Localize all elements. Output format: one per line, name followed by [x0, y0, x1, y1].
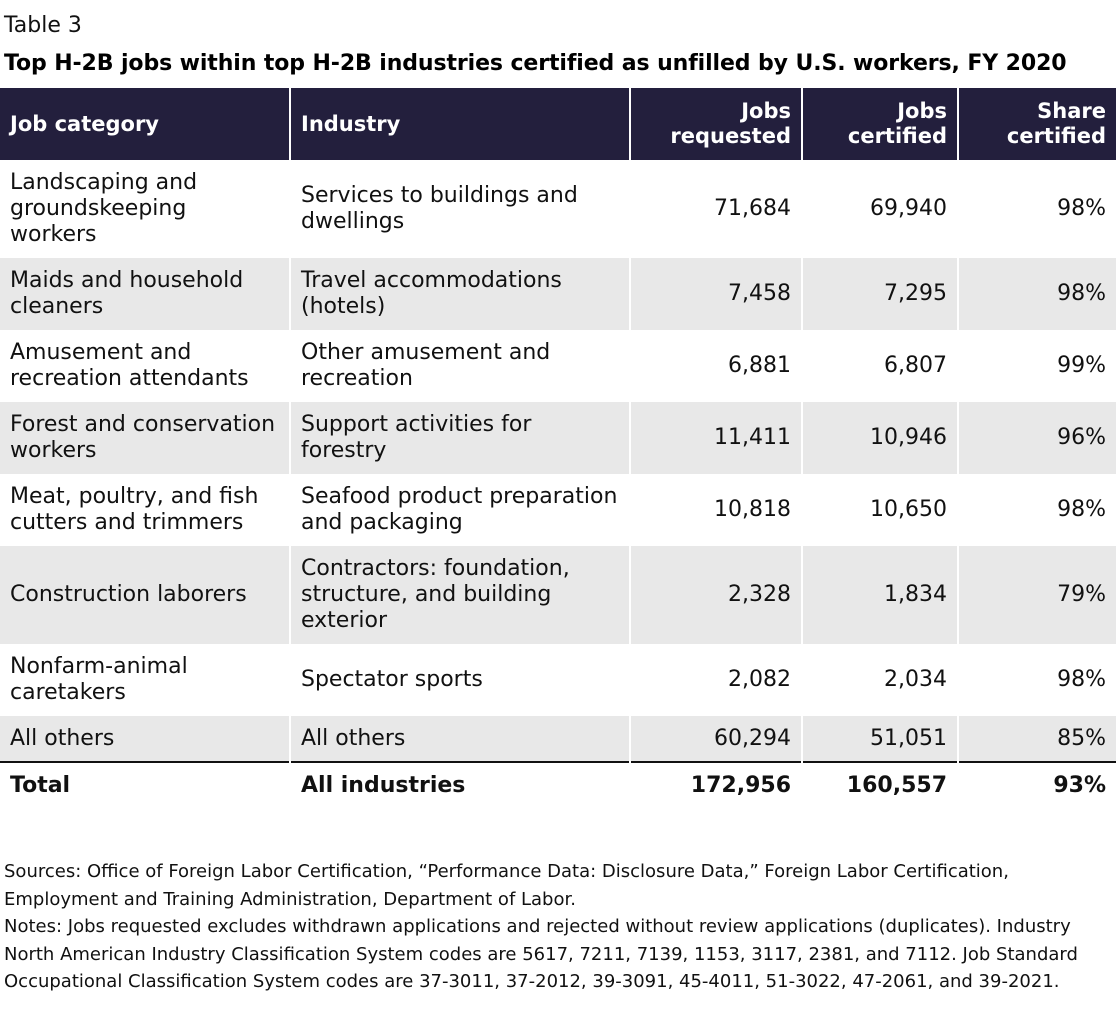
- cell-job-category: All others: [0, 716, 290, 762]
- cell-jobs-certified: 7,295: [802, 258, 958, 330]
- cell-jobs-requested: 11,411: [630, 402, 802, 474]
- cell-share-certified: 98%: [958, 644, 1116, 716]
- cell-industry: Contractors: foundation, structure, and building exterior: [290, 546, 630, 644]
- cell-share-certified: 98%: [958, 258, 1116, 330]
- cell-job-category: Landscaping and groundskeeping workers: [0, 160, 290, 258]
- table-row: [0, 546, 1116, 644]
- cell-jobs-requested: 7,458: [630, 258, 802, 330]
- table-footnotes: [4, 858, 1114, 996]
- cell-jobs-certified: 10,650: [802, 474, 958, 546]
- cell-job-category: Construction laborers: [0, 546, 290, 644]
- cell-share-certified: 99%: [958, 330, 1116, 402]
- cell-jobs-requested: 6,881: [630, 330, 802, 402]
- cell-industry: Seafood product preparation and packaging: [290, 474, 630, 546]
- cell-jobs-certified: 69,940: [802, 160, 958, 258]
- table-row: [0, 716, 1116, 762]
- cell-industry: Travel accommodations (hotels): [290, 258, 630, 330]
- table-row: [0, 330, 1116, 402]
- cell-job-category: Amusement and recreation attendants: [0, 330, 290, 402]
- header-share-certified: Share certified: [958, 88, 1116, 160]
- cell-job-category: Meat, poultry, and fish cutters and trimmers: [0, 474, 290, 546]
- table-body: [0, 160, 1116, 808]
- notes-text: Notes: Jobs requested excludes withdrawn applications and rejected without review applications (duplicates). Industry North American Industry Classification System codes are 5617, 7211, 7139, 1153, 3117, 2381, and 7112. Job Standard Occupational Classification System codes are 37-3011, 37-2012, 39-3091, 45-4011, 51-3022, 47-2061, and 39-2021.: [4, 916, 1078, 992]
- cell-job-category: Maids and household cleaners: [0, 258, 290, 330]
- cell-jobs-requested: 71,684: [630, 160, 802, 258]
- cell-job-category: Forest and conservation workers: [0, 402, 290, 474]
- data-table: [0, 88, 1116, 808]
- cell-jobs-requested: 2,082: [630, 644, 802, 716]
- table-row: [0, 644, 1116, 716]
- header-row: [0, 88, 1116, 160]
- total-job-category: Total: [0, 762, 290, 808]
- cell-share-certified: 98%: [958, 474, 1116, 546]
- table-row: [0, 258, 1116, 330]
- cell-jobs-certified: 6,807: [802, 330, 958, 402]
- cell-share-certified: 85%: [958, 716, 1116, 762]
- table-row: [0, 474, 1116, 546]
- cell-share-certified: 79%: [958, 546, 1116, 644]
- header-job-category: Job category: [0, 88, 290, 160]
- cell-share-certified: 96%: [958, 402, 1116, 474]
- cell-share-certified: 98%: [958, 160, 1116, 258]
- total-jobs-requested: 172,956: [630, 762, 802, 808]
- table-row: [0, 160, 1116, 258]
- sources-note: Sources: Office of Foreign Labor Certification, “Performance Data: Disclosure Data,” Foreign Labor Certification, Employment and Training Administration, Department of Labor.: [4, 861, 1009, 910]
- total-share-certified: 93%: [958, 762, 1116, 808]
- header-jobs-certified: Jobs certified: [802, 88, 958, 160]
- table-row: [0, 402, 1116, 474]
- cell-job-category: Nonfarm-animal caretakers: [0, 644, 290, 716]
- table-title: Top H-2B jobs within top H-2B industries certified as unfilled by U.S. workers, FY 2020: [4, 51, 1067, 76]
- table-label: Table 3: [4, 13, 82, 38]
- cell-jobs-certified: 51,051: [802, 716, 958, 762]
- cell-industry: Spectator sports: [290, 644, 630, 716]
- cell-jobs-requested: 60,294: [630, 716, 802, 762]
- header-jobs-requested: Jobs requested: [630, 88, 802, 160]
- cell-jobs-requested: 10,818: [630, 474, 802, 546]
- cell-jobs-certified: 2,034: [802, 644, 958, 716]
- header-industry: Industry: [290, 88, 630, 160]
- cell-industry: All others: [290, 716, 630, 762]
- total-jobs-certified: 160,557: [802, 762, 958, 808]
- table-header: [0, 88, 1116, 160]
- total-industry: All industries: [290, 762, 630, 808]
- cell-jobs-requested: 2,328: [630, 546, 802, 644]
- cell-jobs-certified: 10,946: [802, 402, 958, 474]
- cell-industry: Support activities for forestry: [290, 402, 630, 474]
- total-row: [0, 762, 1116, 808]
- cell-jobs-certified: 1,834: [802, 546, 958, 644]
- cell-industry: Services to buildings and dwellings: [290, 160, 630, 258]
- cell-industry: Other amusement and recreation: [290, 330, 630, 402]
